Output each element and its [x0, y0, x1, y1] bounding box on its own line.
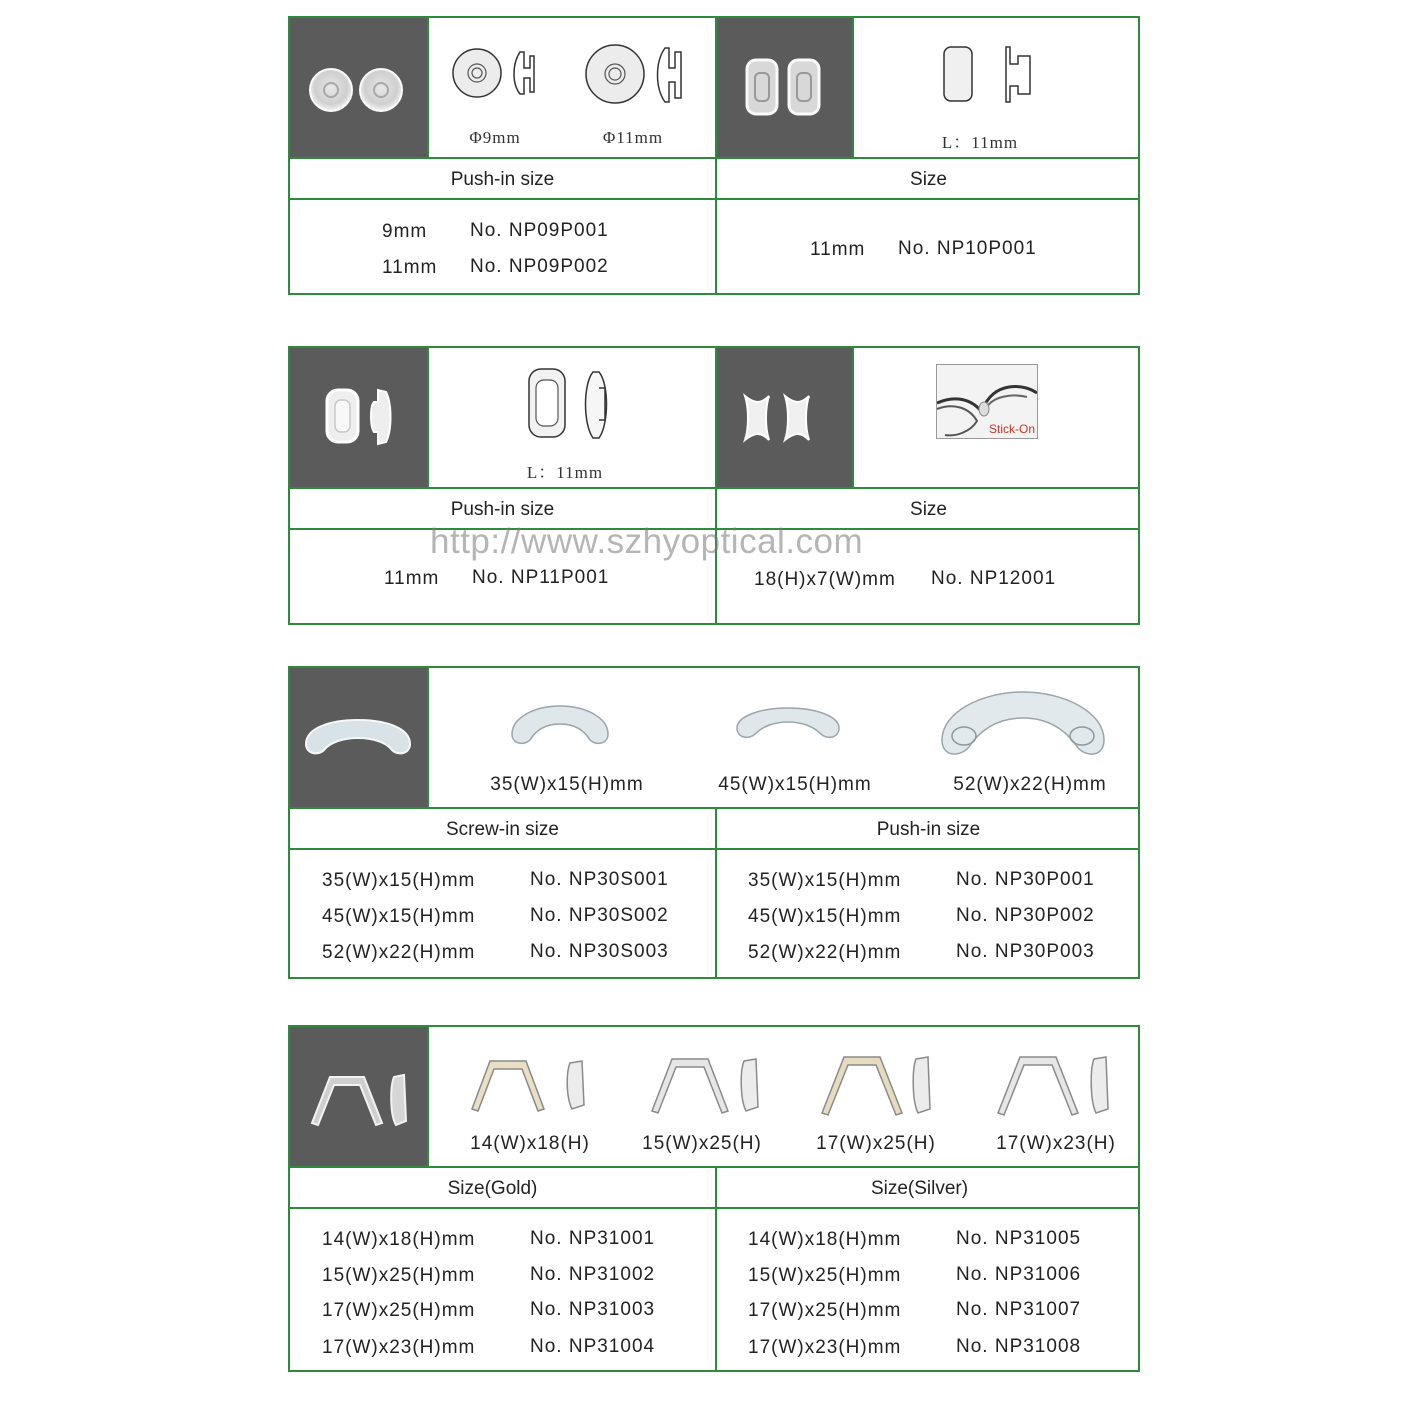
caption-35x15: 35(W)x15(H)mm — [490, 774, 644, 795]
spec-code: No. NP30S001 — [530, 869, 669, 890]
spec-code: No. NP31004 — [530, 1336, 656, 1357]
spec-code: No. NP30P002 — [956, 905, 1095, 926]
spec-size: 52(W)x22(H)mm — [322, 942, 476, 963]
spec-code: No. NP09P002 — [470, 256, 609, 277]
spec-code: No. NP30S003 — [530, 941, 669, 962]
stick-on-photo — [936, 364, 1038, 439]
spec-size: 9mm — [382, 221, 428, 242]
bridge-pad-35x15-drawing — [508, 700, 614, 750]
spec-size: 11mm — [810, 239, 866, 260]
product-block-np31 — [288, 1025, 1140, 1372]
product-photo-butterfly-pads — [717, 348, 852, 487]
spec-size: 14(W)x18(H)mm — [748, 1229, 902, 1250]
header-push-in-size: Push-in size — [450, 499, 555, 520]
caption-phi-9mm: Φ9mm — [469, 128, 521, 147]
spec-size: 45(W)x15(H)mm — [322, 906, 476, 927]
spec-size: 18(H)x7(W)mm — [754, 569, 896, 590]
header-screw-in-size: Screw-in size — [446, 819, 559, 840]
bridge-pad-52x22-drawing — [938, 688, 1108, 760]
header-size-gold: Size(Gold) — [447, 1178, 538, 1199]
watermark-url: http://www.szhyoptical.com — [430, 522, 864, 561]
spec-code: No. NP30P003 — [956, 941, 1095, 962]
spec-code: No. NP31002 — [530, 1264, 656, 1285]
product-photo-bridge-pad — [290, 668, 427, 807]
bridge-pad-45x15-drawing — [733, 702, 843, 742]
caption-17x25: 17(W)x25(H) — [816, 1133, 936, 1154]
spec-size: 11mm — [384, 568, 440, 589]
spec-code: No. NP31006 — [956, 1264, 1082, 1285]
product-block-np09-np10 — [288, 16, 1140, 295]
spec-code: No. NP09P001 — [470, 220, 609, 241]
spec-size: 45(W)x15(H)mm — [748, 906, 902, 927]
caption-52x22: 52(W)x22(H)mm — [953, 774, 1107, 795]
header-size-silver: Size(Silver) — [870, 1178, 969, 1199]
spec-size: 15(W)x25(H)mm — [322, 1265, 476, 1286]
metal-bridge-14x18-gold-drawing — [468, 1055, 592, 1115]
spec-size: 52(W)x22(H)mm — [748, 942, 902, 963]
product-photo-metal-bridge — [290, 1027, 427, 1166]
spec-size: 17(W)x25(H)mm — [748, 1300, 902, 1321]
caption-15x25: 15(W)x25(H) — [642, 1133, 762, 1154]
stick-on-label: Stick-On — [988, 422, 1035, 436]
caption-14x18: 14(W)x18(H) — [470, 1133, 590, 1154]
caption-phi-11mm: Φ11mm — [602, 128, 664, 147]
rect-pad-11mm-drawing — [940, 44, 1040, 108]
spec-code: No. NP31005 — [956, 1228, 1082, 1249]
header-push-in-size: Push-in size — [450, 169, 555, 190]
caption-17x23: 17(W)x23(H) — [996, 1133, 1116, 1154]
spec-code: No. NP31008 — [956, 1336, 1082, 1357]
product-block-np11-np12 — [288, 346, 1140, 625]
spec-size: 15(W)x25(H)mm — [748, 1265, 902, 1286]
oval-pad-11mm-drawing — [525, 366, 625, 446]
round-pad-9mm-drawing — [450, 44, 550, 104]
caption-length-11mm: L：11mm — [941, 133, 1019, 152]
header-push-in-size: Push-in size — [876, 819, 981, 840]
product-photo-round-pads — [290, 18, 427, 157]
metal-bridge-17x23-drawing — [994, 1051, 1118, 1117]
spec-size: 11mm — [382, 257, 438, 278]
spec-code: No. NP30P001 — [956, 869, 1095, 890]
spec-code: No. NP30S002 — [530, 905, 669, 926]
header-size: Size — [910, 499, 947, 520]
spec-size: 17(W)x23(H)mm — [748, 1337, 902, 1358]
spec-size: 17(W)x25(H)mm — [322, 1300, 476, 1321]
metal-bridge-17x25-gold-drawing — [818, 1051, 942, 1117]
caption-length-11mm: L：11mm — [526, 463, 604, 482]
metal-bridge-15x25-drawing — [648, 1053, 772, 1115]
spec-code: No. NP11P001 — [472, 567, 610, 588]
header-size: Size — [910, 169, 947, 190]
spec-code: No. NP10P001 — [898, 238, 1037, 259]
spec-size: 35(W)x15(H)mm — [748, 870, 902, 891]
spec-code: No. NP12001 — [931, 568, 1057, 589]
spec-code: No. NP31003 — [530, 1299, 656, 1320]
product-photo-oval-pads — [290, 348, 427, 487]
spec-size: 35(W)x15(H)mm — [322, 870, 476, 891]
caption-45x15: 45(W)x15(H)mm — [718, 774, 872, 795]
spec-code: No. NP31001 — [530, 1228, 656, 1249]
spec-size: 17(W)x23(H)mm — [322, 1337, 476, 1358]
spec-code: No. NP31007 — [956, 1299, 1082, 1320]
round-pad-11mm-drawing — [585, 40, 695, 110]
product-block-np30 — [288, 666, 1140, 979]
product-photo-rect-pads — [717, 18, 852, 157]
spec-size: 14(W)x18(H)mm — [322, 1229, 476, 1250]
